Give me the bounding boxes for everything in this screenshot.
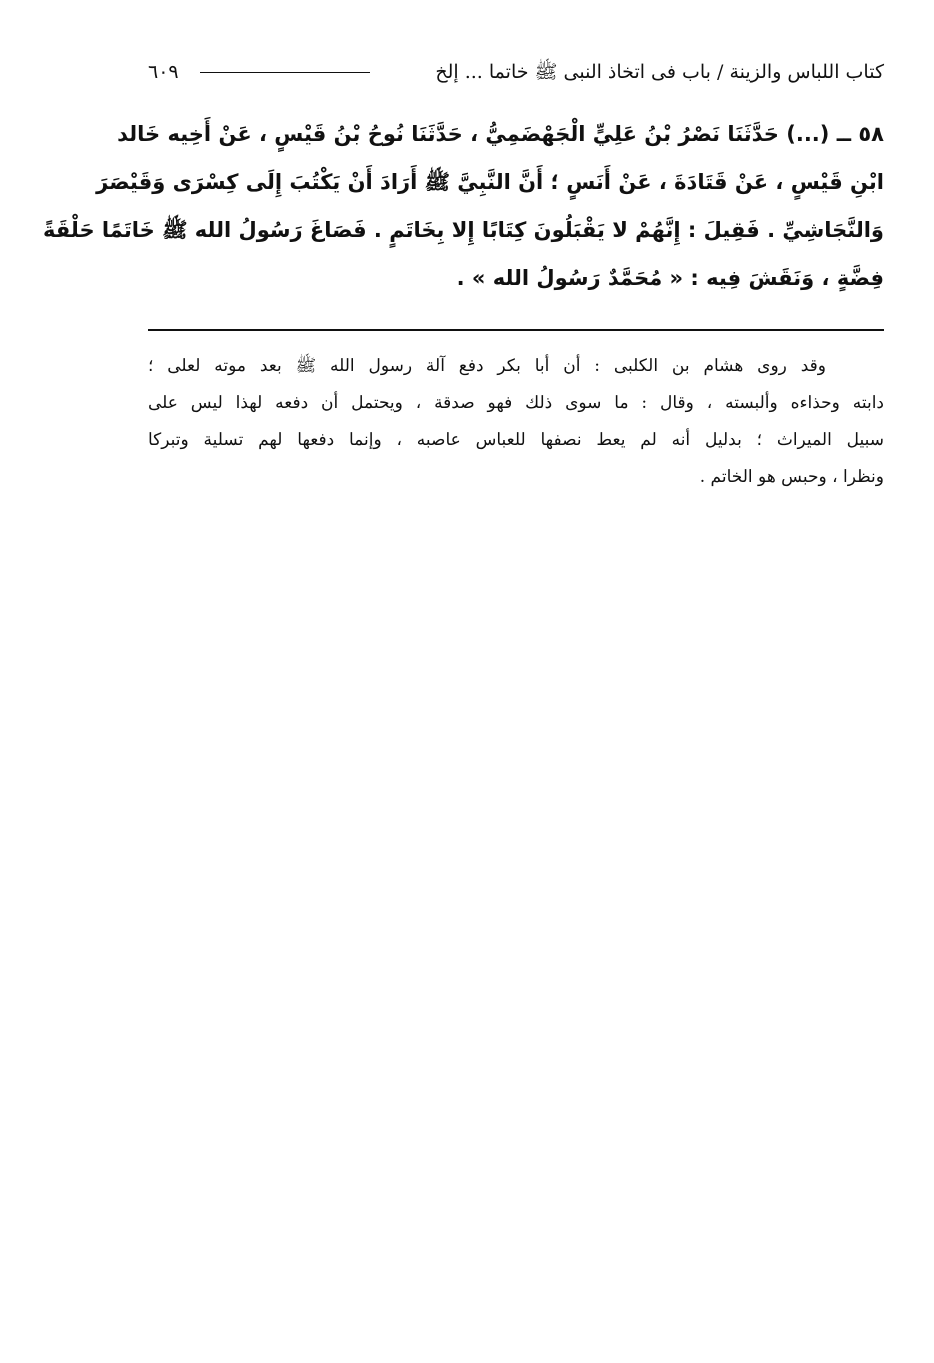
running-title: كتاب اللباس والزينة / باب فى اتخاذ النبى ﷺ خاتما ... إلخ (435, 61, 884, 83)
footnote-line: دابته وحذاءه وألبسته ، وقال : ما سوى ذلك فهو صدقة ، ويحتمل أن دفعه لهذا ليس على (148, 393, 884, 413)
footnote-line: وقد روى هشام بن الكلبى : أن أبا بكر دفع آلة رسول الله ﷺ بعد موته لعلى ؛ (148, 356, 826, 376)
footnote-line: سبيل الميراث ؛ بدليل أنه لم يعط نصفها للعباس عاصبه ، وإنما دفعها لهم تسلية وتبركا (148, 430, 884, 450)
footnote (148, 348, 884, 496)
hadith-line: فِضَّةٍ ، وَنَقَشَ فِيه : « مُحَمَّدٌ رَسُولُ الله » . (456, 266, 884, 290)
hadith-line: وَالنَّجَاشِيِّ . فَقِيلَ : إِنَّهُمْ لا يَقْبَلُونَ كِتَابًا إِلا بِخَاتَمٍ . فَصَاغَ رَسُولُ الله ﷺ خَاتَمًا حَلْقَةً (43, 218, 884, 242)
page-number: ٦٠٩ (148, 61, 179, 83)
footnote-separator (148, 329, 884, 331)
header-rule (200, 72, 370, 73)
hadith-line: ٥٨ ــ (...) حَدَّثَنَا نَصْرُ بْنُ عَلِيٍّ الْجَهْضَمِيُّ ، حَدَّثَنَا نُوحُ بْنُ قَيْسٍ ، عَنْ أَخِيه خَالد (117, 122, 884, 146)
hadith-text (43, 110, 884, 302)
hadith-line: ابْنِ قَيْسٍ ، عَنْ قَتَادَةَ ، عَنْ أَنَسٍ ؛ أَنَّ النَّبِيَّ ﷺ أَرَادَ أَنْ يَكْتُبَ إِلَى كِسْرَى وَقَيْصَرَ (96, 170, 884, 194)
footnote-line: ونظرا ، وحبس هو الخاتم . (699, 467, 884, 487)
page-header (148, 54, 884, 90)
